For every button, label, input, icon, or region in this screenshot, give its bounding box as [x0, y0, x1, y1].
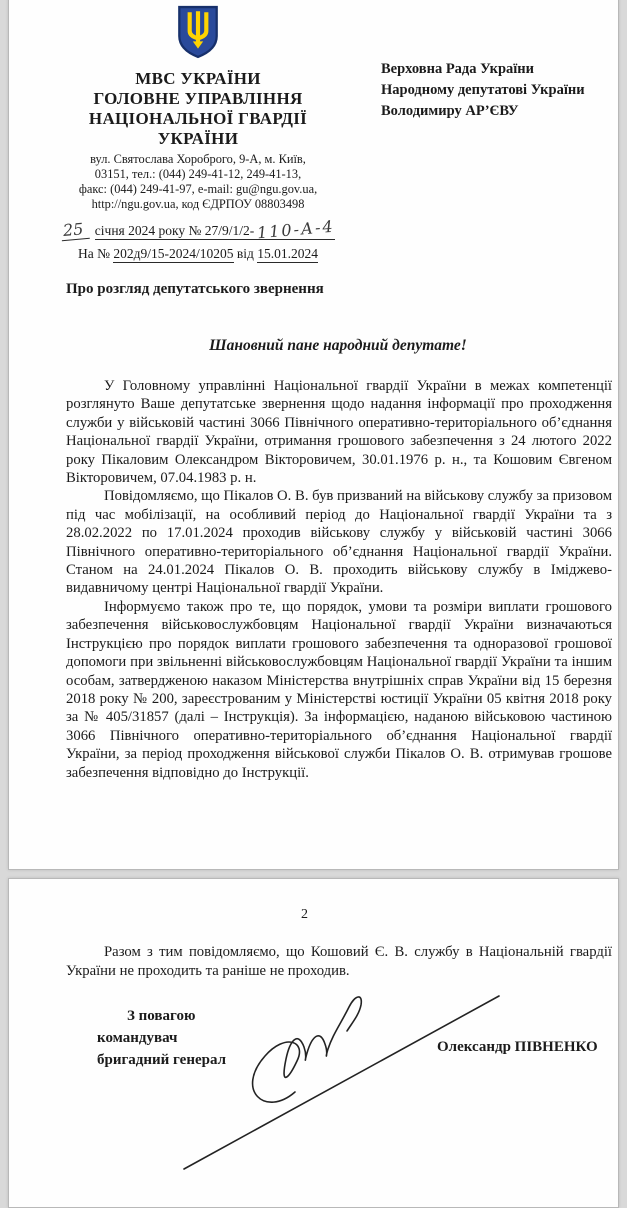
letter-page-1 — [8, 0, 619, 870]
handwritten-day: 25 — [60, 219, 90, 241]
ref-number: 202д9/15-2024/10205 — [113, 246, 234, 261]
handwritten-number-suffix: 110-А-4 — [256, 216, 336, 243]
paragraph: Разом з тим повідомляємо, що Кошовий Є. В. службу в Національній гвардії України не проходить та раніше не проходив. — [66, 944, 612, 979]
letterhead — [23, 5, 373, 262]
incoming-reference-line — [23, 246, 373, 262]
letter-body — [66, 377, 612, 782]
org-line: ГОЛОВНЕ УПРАВЛІННЯ — [93, 89, 303, 108]
address-line: http://ngu.gov.ua, код ЄДРПОУ 08803498 — [91, 197, 305, 211]
subject-line: Про розгляд депутатського звернення — [66, 281, 324, 297]
org-line: УКРАЇНИ — [157, 129, 239, 148]
closing-block — [97, 1005, 226, 1071]
outgoing-number-line — [23, 216, 373, 243]
paragraph: У Головному управлінні Національної гвардії України в межах компетенції розглянуто Ваше депутатське звернення щодо надання інформації про проходження служби у військовій частині 3066 Північного оперативно-територіального об’єднання Національної гвардії України, отримання грошового забезпечення з 24 лютого 2022 року Пікаловим Олександром Вікторовичем, 30.01.1976 р. н., та Кошовим Євгеном Вікторовичем, 07.04.1983 р. н. — [66, 378, 612, 487]
ukraine-trident-emblem — [175, 5, 221, 59]
org-title — [23, 69, 373, 149]
address-line: вул. Святослава Хороброго, 9-А, м. Київ, — [90, 152, 306, 166]
ref-label: На № — [78, 246, 110, 261]
org-line: МВС УКРАЇНИ — [135, 69, 261, 88]
outgoing-number-printed: січня 2024 року № 27/9/1/2- — [94, 223, 255, 238]
recipient-line: Верховна Рада України — [381, 61, 534, 77]
ref-date: 15.01.2024 — [257, 246, 318, 261]
org-address — [23, 152, 373, 212]
paragraph: Повідомляємо, що Пікалов О. В. був призваний на військову службу за призовом під час мобілізації, на особливий період до Національної гвардії України та з 28.02.2022 по 17.01.2024 проходив військову службу у військовій частині 3066 Північного оперативно-територіального об’єднання Національної гвардії України. Станом на 24.01.2024 Пікалов О. В. проходить військову службу в Іміджево-видавничому центрі Національної гвардії України. — [66, 488, 612, 597]
paragraph: Інформуємо також про те, що порядок, умови та розміри виплати грошового забезпечення військовослужбовцям Національної гвардії України визначаються Інструкцією про порядок виплати грошового забезпечення та одноразової грошової допомоги при звільненні військовослужбовцям Національної гвардії України та іншим особам, затвердженою наказом Міністерства внутрішніх справ України від 15 березня 2018 року № 200, зареєстрованим у Міністерстві юстиції України 05 квітня 2018 року за № 405/31857 (далі – Інструкція). За інформацією, наданою військовою частиною 3066 Північного оперативно-територіального об’єднання Національної гвардії України, за період проходження військової служби Пікалов О. В. отримував грошове забезпечення відповідно до Інструкції. — [66, 598, 612, 781]
outgoing-number — [94, 216, 336, 243]
salutation: Шановний пане народний депутате! — [209, 337, 467, 354]
ref-preposition: від — [236, 246, 254, 261]
recipient-line: Володимиру АР’ЄВУ — [381, 103, 519, 119]
closing-line: бригадний генерал — [97, 1052, 227, 1068]
closing-line: командувач — [97, 1030, 178, 1046]
handwritten-signature — [147, 967, 517, 1202]
address-line: факс: (044) 249-41-97, e-mail: gu@ngu.gov.ua, — [78, 182, 318, 196]
recipient-line: Народному депутатові України — [381, 82, 585, 98]
address-line: 03151, тел.: (044) 249-41-12, 249-41-13, — [94, 167, 302, 181]
letter-body-continued — [66, 943, 612, 981]
closing-line: З повагою — [127, 1008, 196, 1024]
signer-name: Олександр ПІВНЕНКО — [437, 1039, 598, 1055]
page-number: 2 — [301, 907, 308, 922]
letter-page-2 — [8, 878, 619, 1208]
recipient-block — [381, 59, 585, 122]
org-line: НАЦІОНАЛЬНОЇ ГВАРДІЇ — [88, 109, 308, 128]
